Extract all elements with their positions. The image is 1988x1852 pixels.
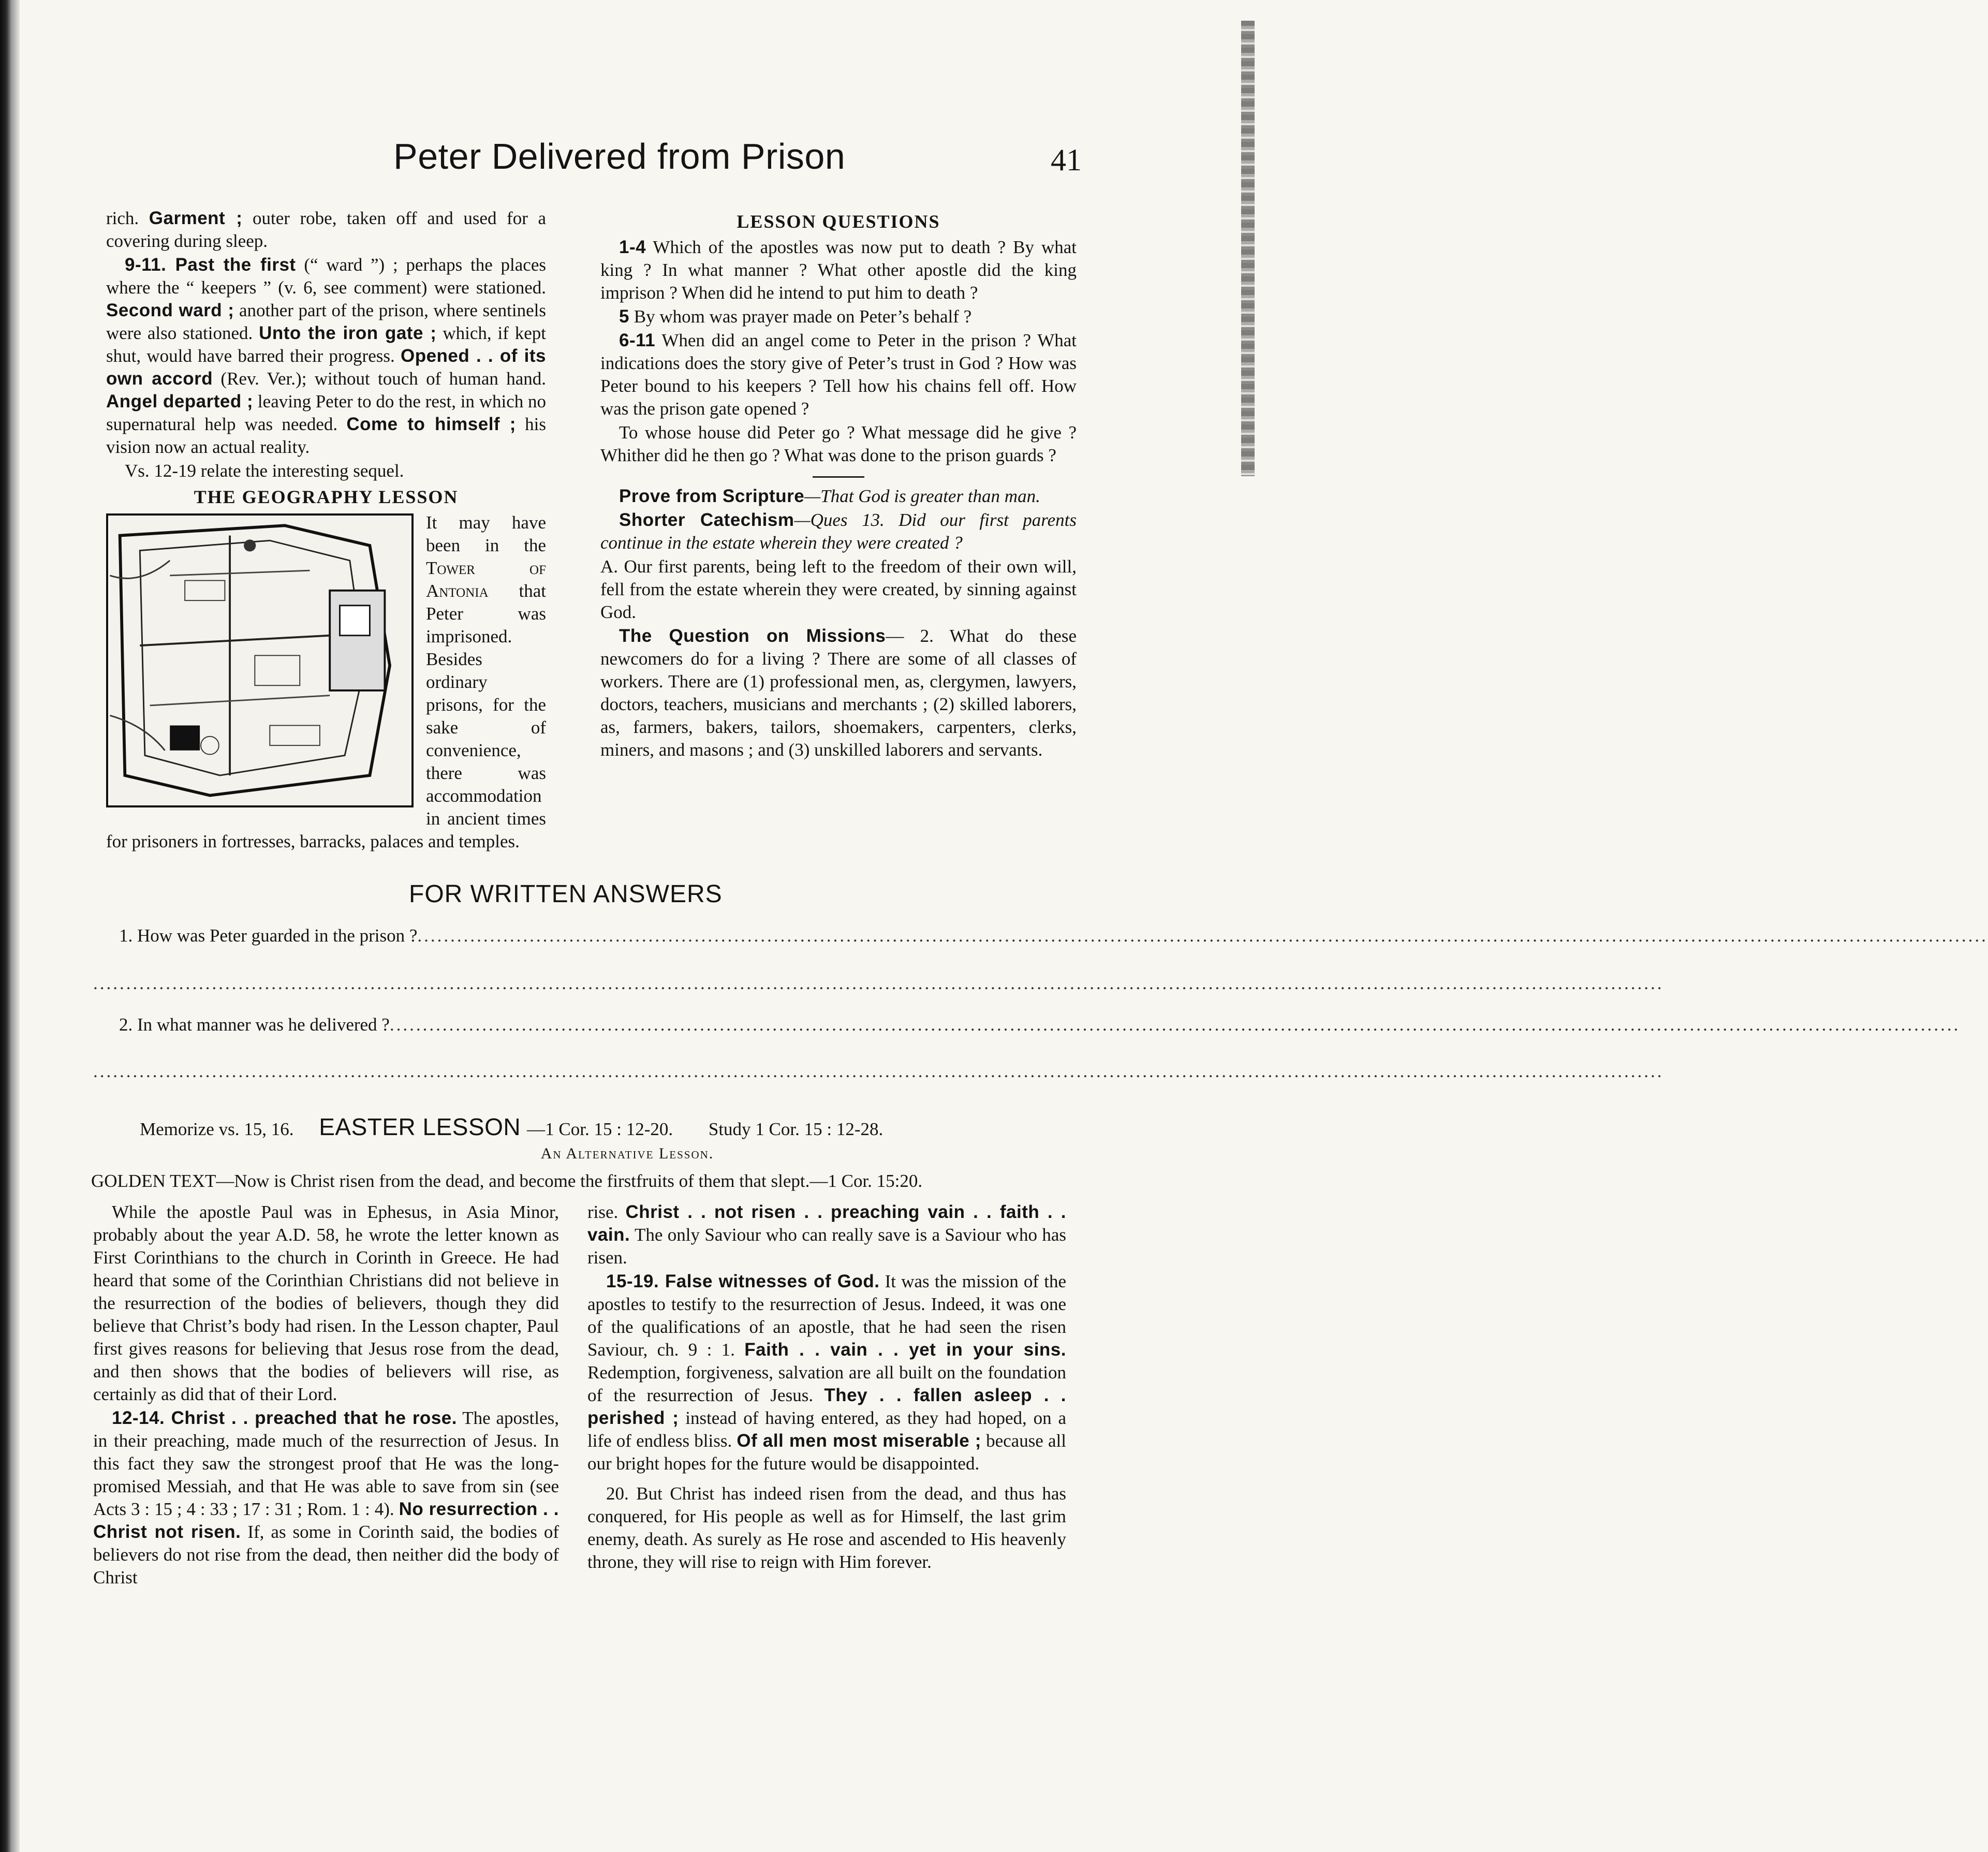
scan-edge-left (0, 0, 20, 1852)
easter-reference: —1 Cor. 15 : 12-20. (527, 1119, 673, 1139)
golden-text: GOLDEN TEXT—Now is Christ risen from the dead, and become the firstfruits of them that slept.—1 Cor. 15:20. (91, 1171, 923, 1191)
written-question-1: 1. How was Peter guarded in the prison ?.............................................................................................................................................................................................................................................. (119, 925, 1988, 946)
right-column-bottom (587, 1201, 1066, 1575)
easter-lesson-title: EASTER LESSON (319, 1113, 521, 1140)
question-on-missions: The Question on Missions— 2. What do these newcomers do for a living ? There are some of all classes of workers. There are (1) professional men, as, clergymen, lawyers, doctors, teachers, musicians and merchants ; (2) skilled laborers, as, farmers, bakers, tailors, shoemakers, carpenters, clerks, miners, and masons ; and (3) unskilled laborers and servants. (600, 626, 1077, 760)
easter-lesson-header (140, 1113, 1123, 1141)
christ-not-risen-note: rise. Christ . . not risen . . preaching vain . . faith . . vain. The only Saviour who can really save is a Saviour who has risen. (587, 1202, 1066, 1268)
study-reference: Study 1 Cor. 15 : 12-28. (708, 1119, 883, 1139)
question-group-5: 5 By whom was prayer made on Peter’s behalf ? (619, 306, 972, 327)
shorter-catechism: Shorter Catechism—Ques 13. Did our first parents continue in the estate wherein they were created ? (600, 510, 1077, 553)
sequel-note: Vs. 12-19 relate the interesting sequel. (125, 461, 404, 481)
jerusalem-map-drawing (108, 516, 411, 805)
jerusalem-map (106, 513, 414, 807)
geography-heading: THE GEOGRAPHY LESSON (194, 487, 459, 507)
verses-15-19-note: 15-19. False witnesses of God. It was the mission of the apostles to testify to the resurrection of Jesus. Indeed, it was one of the qualifications of an apostle, that he had seen the risen Saviour, ch. 9 : 1. Faith . . vain . . yet in your sins. Redemption, forgiveness, salvation are all built on the foundation of the resurrection of Jesus. They . . fallen asleep . . perished ; instead of having entered, as they had hoped, on a life of endless bliss. Of all men most miserable ; because all our bright hopes for the future would be disappointed. (587, 1271, 1066, 1474)
running-title: Peter Delivered from Prison (393, 136, 846, 177)
alternative-lesson-label: An Alternative Lesson. (540, 1145, 714, 1162)
page-number: 41 (1051, 143, 1082, 177)
catechism-answer: A. Our first parents, being left to the freedom of their own will, fell from the estate wherein they were created, by sinning against God. (600, 556, 1077, 622)
question-group-12-19: To whose house did Peter go ? What message did he give ? Whither did he then go ? What was done to the prison guards ? (600, 422, 1077, 465)
scan-edge-right (1241, 21, 1255, 476)
garment-note: rich. Garment ; outer robe, taken off and used for a covering during sleep. (106, 208, 546, 251)
right-column-top (600, 207, 1077, 762)
section-rule (813, 476, 864, 478)
left-column-top (106, 207, 546, 854)
verse-20-note: 20. But Christ has indeed risen from the dead, and thus has conquered, for His people as well as for Himself, the last grim enemy, death. As surely as He rose and ascended to His heavenly throne, they will rise to reign with Him forever. (587, 1483, 1066, 1572)
verses-9-11-note: 9-11. Past the first (“ ward ”) ; perhaps the places where the “ keepers ” (v. 6, see comment) were stationed. Second ward ; another part of the prison, where sentinels were also stationed. Unto the iron gate ; which, if kept shut, would have barred their progress. Opened . . of its own accord (Rev. Ver.); without touch of human hand. Angel departed ; leaving Peter to do the rest, in which no supernatural help was needed. Come to himself ; his vision now an actual reality. (106, 255, 546, 457)
geography-text: It may have been in the Tower of Antonia that Peter was imprisoned. Besides ordinary prisons, for the sake of convenience, there was accommodation in ancient times for prisoners in fortresses, barracks, palaces and temples. (106, 512, 546, 851)
answer-line-2: .............................................................................................................................................................................................................................................. (93, 1061, 1664, 1081)
question-group-6-11: 6-11 When did an angel come to Peter in the prison ? What indications does the story give of Peter’s trust in God ? How was Peter bound to his keepers ? Tell how his chains fell off. How was the prison gate opened ? (600, 330, 1077, 419)
memorize-verses: Memorize vs. 15, 16. (140, 1119, 294, 1139)
answer-line-1: .............................................................................................................................................................................................................................................. (93, 973, 1664, 993)
written-answers-heading: FOR WRITTEN ANSWERS (409, 880, 723, 908)
verses-12-14-note: 12-14. Christ . . preached that he rose. The apostles, in their preaching, made much of the resurrection of Jesus. In this fact they saw the strongest proof that He was the long-promised Messiah, and that He was able to save from sin (see Acts 3 : 15 ; 4 : 33 ; 17 : 31 ; Rom. 1 : 4). No resurrection . . Christ not risen. If, as some in Corinth said, the bodies of believers do not rise from the dead, then neither did the body of Christ (93, 1408, 559, 1588)
prove-from-scripture: Prove from Scripture—That God is greater than man. (619, 486, 1040, 506)
written-question-2: 2. In what manner was he delivered ?.............................................................................................................................................................................................................................................. (119, 1015, 1961, 1035)
easter-intro-paragraph: While the apostle Paul was in Ephesus, in Asia Minor, probably about the year A.D. 58, he wrote the letter known as First Corinthians to the church in Corinth in Greece. He had heard that some of the Corinthian Christians did not believe in the resurrection of the bodies of believers, though they did believe that Christ’s body had risen. In the Lesson chapter, Paul first gives reasons for believing that Jesus rose from the dead, and then shows that the bodies of believers will rise, as certainly as did that of their Lord. (93, 1202, 559, 1404)
question-group-1-4: 1-4 Which of the apostles was now put to death ? By what king ? In what manner ? What other apostle did the king imprison ? When did he intend to put him to death ? (600, 237, 1077, 303)
lesson-questions-heading: LESSON QUESTIONS (737, 211, 940, 232)
left-column-bottom (93, 1201, 559, 1590)
